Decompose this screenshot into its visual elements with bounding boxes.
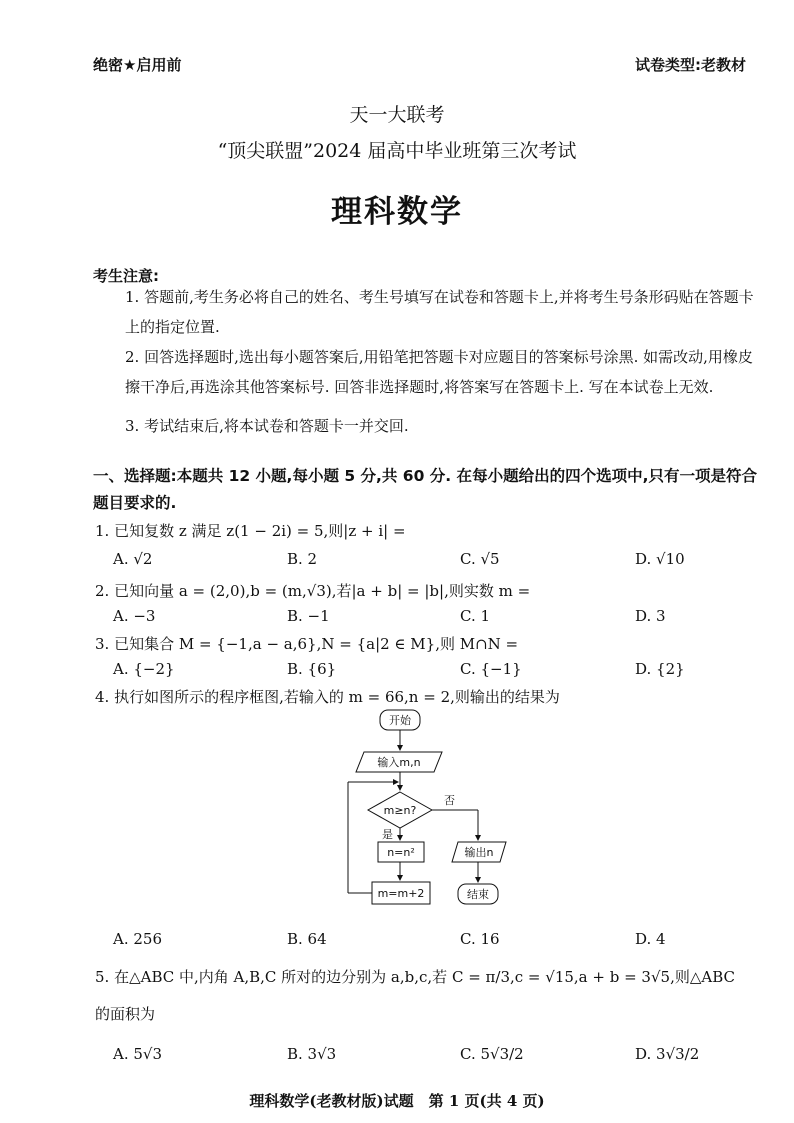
- q1-option-b: B. 2: [287, 550, 318, 568]
- question-1-stem: 1. 已知复数 z 满足 z(1 − 2i) = 5,则|z + i| =: [95, 522, 406, 540]
- flowchart-diagram: [330, 706, 520, 911]
- q2-option-a: A. −3: [113, 607, 156, 625]
- flowchart-output-label: 输出n: [464, 846, 494, 859]
- q3-option-c: C. {−1}: [460, 660, 522, 678]
- note-item-1: 1. 答题前,考生务必将自己的姓名、考生号填写在试卷和答题卡上,并将考生号条形码贴在答题卡上的指定位置.: [125, 288, 754, 336]
- note-item-2: 2. 回答选择题时,选出每小题答案后,用铅笔把答题卡对应题目的答案标号涂黑. 如需改动,用橡皮擦干净后,再选涂其他答案标号. 回答非选择题时,将答案写在答题卡上. 写在本试卷上无效.: [125, 348, 753, 396]
- confidential-label: 绝密★启用前: [93, 56, 182, 74]
- exam-title: “顶尖联盟”2024 届高中毕业班第三次考试: [217, 140, 577, 162]
- flowchart-condition-label: m≥n?: [383, 804, 417, 817]
- section-heading: 一、选择题:本题共 12 小题,每小题 5 分,共 60 分. 在每小题给出的四个选项中,只有一项是符合题目要求的.: [93, 467, 757, 512]
- question-5-stem: 5. 在△ABC 中,内角 A,B,C 所对的边分别为 a,b,c,若 C = π/3,c = √15,a + b = 3√5,则△ABC: [95, 968, 735, 986]
- q4-option-a: A. 256: [113, 930, 162, 948]
- q2-option-c: C. 1: [460, 607, 491, 625]
- flowchart-assign-n-label: n=n²: [387, 846, 415, 859]
- q5-option-d: D. 3√3/2: [635, 1045, 700, 1063]
- q2-option-d: D. 3: [635, 607, 666, 625]
- flowchart-assign-m-label: m=m+2: [377, 887, 425, 900]
- flowchart-end-label: 结束: [467, 888, 489, 901]
- q5-option-a: A. 5√3: [113, 1045, 163, 1063]
- q3-option-b: B. {6}: [287, 660, 337, 678]
- flowchart-input-label: 输入m,n: [377, 756, 421, 769]
- q1-option-d: D. √10: [635, 550, 685, 568]
- exam-organizer: 天一大联考: [349, 104, 445, 126]
- question-5-stem-cont: 的面积为: [95, 1005, 156, 1023]
- q4-option-c: C. 16: [460, 930, 500, 948]
- flowchart-start-label: 开始: [389, 714, 411, 727]
- q2-option-b: B. −1: [287, 607, 330, 625]
- q3-option-a: A. {−2}: [113, 660, 175, 678]
- subject-title: 理科数学: [331, 194, 463, 230]
- q5-option-c: C. 5√3/2: [460, 1045, 524, 1063]
- q1-option-c: C. √5: [460, 550, 500, 568]
- question-2-stem: 2. 已知向量 a = (2,0),b = (m,√3),若|a + b| = |b|,则实数 m =: [95, 582, 531, 600]
- question-4-stem: 4. 执行如图所示的程序框图,若输入的 m = 66,n = 2,则输出的结果为: [95, 688, 560, 706]
- q1-option-a: A. √2: [113, 550, 153, 568]
- paper-type-label: 试卷类型:老教材: [635, 56, 746, 74]
- flowchart-yes-label: 是: [382, 828, 393, 841]
- flowchart-no-label: 否: [444, 794, 455, 807]
- q4-option-d: D. 4: [635, 930, 666, 948]
- q3-option-d: D. {2}: [635, 660, 685, 678]
- q5-option-b: B. 3√3: [287, 1045, 337, 1063]
- note-item-3: 3. 考试结束后,将本试卷和答题卡一并交回.: [125, 417, 409, 435]
- question-3-stem: 3. 已知集合 M = {−1,a − a,6},N = {a|2 ∈ M},则 M∩N =: [95, 635, 519, 653]
- page-footer: 理科数学(老教材版)试题 第 1 页(共 4 页): [249, 1092, 545, 1110]
- q4-option-b: B. 64: [287, 930, 327, 948]
- notes-heading: 考生注意:: [93, 267, 159, 285]
